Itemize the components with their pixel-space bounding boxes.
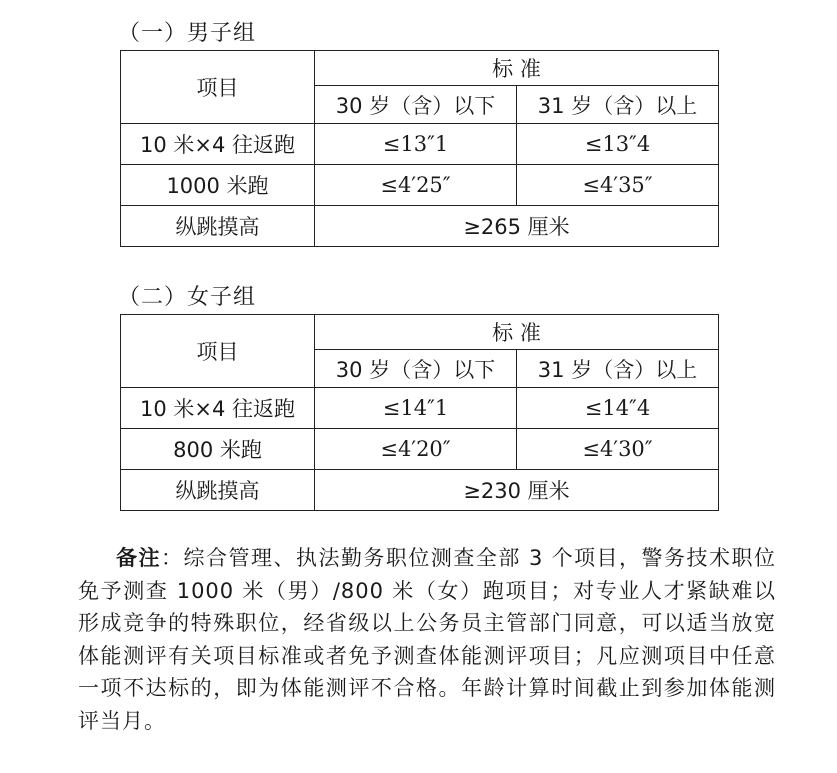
header-over-31: 31 岁（含）以上 <box>517 350 719 388</box>
header-standard: 标 准 <box>315 315 719 350</box>
row-over-31: ≤4′30″ <box>517 429 719 470</box>
women-standards-table <box>120 314 719 511</box>
note-label: 备注 <box>116 546 161 570</box>
header-over-31: 31 岁（含）以上 <box>517 86 719 124</box>
men-section-title: （一）男子组 <box>118 21 257 46</box>
row-under-30: ≤4′20″ <box>315 429 517 470</box>
row-under-30: ≤4′25″ <box>315 165 517 206</box>
row-over-31: ≤13″4 <box>517 124 719 165</box>
header-under-30: 30 岁（含）以下 <box>315 86 517 124</box>
row-item: 10 米×4 往返跑 <box>121 124 315 165</box>
header-item: 项目 <box>121 51 315 124</box>
row-all-ages: ≥230 厘米 <box>315 470 719 511</box>
note-text: ：综合管理、执法勤务职位测查全部 3 个项目，警务技术职位免予测查 1000 米（男）/800 米（女）跑项目；对专业人才紧缺难以形成竞争的特殊职位，经省级以上公务员主管部门同意，可以适当放宽体能测评有关项目标准或者免予测查体能测评项目；凡应测项目中任意一项不达标的，即为体能测评不合格。年龄计算时间截止到参加体能测评当月。 <box>78 546 777 733</box>
women-section-title: （二）女子组 <box>118 285 257 310</box>
row-all-ages: ≥265 厘米 <box>315 206 719 247</box>
header-under-30: 30 岁（含）以下 <box>315 350 517 388</box>
note-paragraph <box>78 542 776 737</box>
row-item: 纵跳摸高 <box>121 206 315 247</box>
row-item: 1000 米跑 <box>121 165 315 206</box>
row-item: 800 米跑 <box>121 429 315 470</box>
row-over-31: ≤4′35″ <box>517 165 719 206</box>
row-item: 纵跳摸高 <box>121 470 315 511</box>
header-item: 项目 <box>121 315 315 388</box>
header-standard: 标 准 <box>315 51 719 86</box>
row-over-31: ≤14″4 <box>517 388 719 429</box>
row-under-30: ≤13″1 <box>315 124 517 165</box>
row-under-30: ≤14″1 <box>315 388 517 429</box>
row-item: 10 米×4 往返跑 <box>121 388 315 429</box>
men-standards-table <box>120 50 719 247</box>
